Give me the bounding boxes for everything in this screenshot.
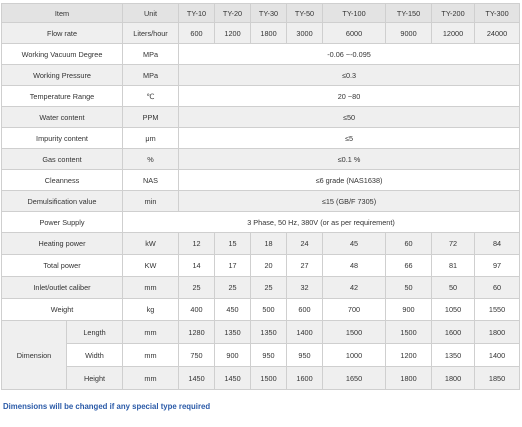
value-cell: 950 — [251, 344, 287, 367]
value-cell: 42 — [323, 277, 386, 299]
value-cell: 1500 — [251, 367, 287, 390]
item-cell: Water content — [2, 107, 123, 128]
value-cell: 1400 — [475, 344, 520, 367]
value-cell: 900 — [215, 344, 251, 367]
table-row — [2, 321, 520, 344]
value-cell: 18 — [251, 233, 287, 255]
table-row — [2, 65, 520, 86]
unit-cell: mm — [123, 367, 179, 390]
merged-value-cell: 20 ~80 — [179, 86, 520, 107]
value-cell: 1800 — [432, 367, 475, 390]
value-cell: 17 — [215, 255, 251, 277]
item-cell: Gas content — [2, 149, 123, 170]
item-cell: Impurity content — [2, 128, 123, 149]
value-cell: 1450 — [215, 367, 251, 390]
unit-cell: KW — [123, 255, 179, 277]
value-cell: 60 — [475, 277, 520, 299]
value-cell: 45 — [323, 233, 386, 255]
item-cell: Working Vacuum Degree — [2, 44, 123, 65]
value-cell: 450 — [215, 299, 251, 321]
value-cell: 9000 — [386, 23, 432, 44]
value-cell: 600 — [179, 23, 215, 44]
item-cell: Temperature Range — [2, 86, 123, 107]
unit-cell: kW — [123, 233, 179, 255]
unit-cell: % — [123, 149, 179, 170]
value-cell: 81 — [432, 255, 475, 277]
item-cell: Cleanness — [2, 170, 123, 191]
value-cell: 48 — [323, 255, 386, 277]
value-cell: 750 — [179, 344, 215, 367]
merged-value-cell: ≤50 — [179, 107, 520, 128]
value-cell: 20 — [251, 255, 287, 277]
table-row — [2, 212, 520, 233]
value-cell: 1850 — [475, 367, 520, 390]
unit-cell: NAS — [123, 170, 179, 191]
item-cell: Width — [67, 344, 123, 367]
table-row — [2, 128, 520, 149]
value-cell: 1550 — [475, 299, 520, 321]
header-cell-unit: Unit — [123, 4, 179, 23]
unit-cell: mm — [123, 277, 179, 299]
header-cell-model: TY-50 — [287, 4, 323, 23]
value-cell: 1350 — [251, 321, 287, 344]
table-row — [2, 367, 520, 390]
value-cell: 24000 — [475, 23, 520, 44]
table-row — [2, 23, 520, 44]
table-row — [2, 277, 520, 299]
header-cell-model: TY-10 — [179, 4, 215, 23]
value-cell: 32 — [287, 277, 323, 299]
unit-cell: Liters/hour — [123, 23, 179, 44]
item-cell: Total power — [2, 255, 123, 277]
value-cell: 97 — [475, 255, 520, 277]
value-cell: 84 — [475, 233, 520, 255]
value-cell: 50 — [432, 277, 475, 299]
merged-value-cell: -0.06 ~-0.095 — [179, 44, 520, 65]
value-cell: 25 — [251, 277, 287, 299]
value-cell: 15 — [215, 233, 251, 255]
value-cell: 24 — [287, 233, 323, 255]
value-cell: 3000 — [287, 23, 323, 44]
value-cell: 1800 — [386, 367, 432, 390]
unit-cell: MPa — [123, 44, 179, 65]
table-row — [2, 107, 520, 128]
value-cell: 60 — [386, 233, 432, 255]
dimensions-note: Dimensions will be changed if any special type required — [3, 402, 211, 411]
item-cell: Working Pressure — [2, 65, 123, 86]
table-row — [2, 44, 520, 65]
value-cell: 1800 — [475, 321, 520, 344]
unit-cell: min — [123, 191, 179, 212]
value-cell: 1200 — [386, 344, 432, 367]
item-cell: Heating power — [2, 233, 123, 255]
header-cell-model: TY-100 — [323, 4, 386, 23]
header-row — [2, 4, 520, 23]
merged-value-cell: ≤6 grade (NAS1638) — [179, 170, 520, 191]
unit-cell: kg — [123, 299, 179, 321]
table-row — [2, 170, 520, 191]
unit-cell: mm — [123, 344, 179, 367]
table-row — [2, 344, 520, 367]
dimension-label-cell: Dimension — [2, 321, 67, 390]
merged-value-cell: ≤0.3 — [179, 65, 520, 86]
unit-cell: PPM — [123, 107, 179, 128]
header-cell-model: TY-30 — [251, 4, 287, 23]
value-cell: 1800 — [251, 23, 287, 44]
value-cell: 1600 — [287, 367, 323, 390]
value-cell: 1600 — [432, 321, 475, 344]
table-row — [2, 255, 520, 277]
header-cell-model: TY-20 — [215, 4, 251, 23]
merged-value-cell: ≤0.1 % — [179, 149, 520, 170]
table-row — [2, 149, 520, 170]
unit-cell: μm — [123, 128, 179, 149]
value-cell: 950 — [287, 344, 323, 367]
item-cell: Power Supply — [2, 212, 123, 233]
value-cell: 50 — [386, 277, 432, 299]
table-row — [2, 299, 520, 321]
header-cell-model: TY-150 — [386, 4, 432, 23]
table-row — [2, 86, 520, 107]
header-cell-item: Item — [2, 4, 123, 23]
unit-cell: ℃ — [123, 86, 179, 107]
merged-value-cell: ≤5 — [179, 128, 520, 149]
header-cell-model: TY-200 — [432, 4, 475, 23]
value-cell: 14 — [179, 255, 215, 277]
value-cell: 700 — [323, 299, 386, 321]
item-cell: Height — [67, 367, 123, 390]
value-cell: 1200 — [215, 23, 251, 44]
value-cell: 1000 — [323, 344, 386, 367]
table-row — [2, 233, 520, 255]
value-cell: 1500 — [386, 321, 432, 344]
value-cell: 72 — [432, 233, 475, 255]
unit-cell: mm — [123, 321, 179, 344]
merged-value-cell: 3 Phase, 50 Hz, 380V (or as per requirement) — [123, 212, 520, 233]
item-cell: Flow rate — [2, 23, 123, 44]
value-cell: 900 — [386, 299, 432, 321]
table-row — [2, 191, 520, 212]
value-cell: 12000 — [432, 23, 475, 44]
unit-cell: MPa — [123, 65, 179, 86]
value-cell: 1350 — [432, 344, 475, 367]
value-cell: 6000 — [323, 23, 386, 44]
item-cell: Demulsification value — [2, 191, 123, 212]
value-cell: 1650 — [323, 367, 386, 390]
merged-value-cell: ≤15 (GB/F 7305) — [179, 191, 520, 212]
value-cell: 1050 — [432, 299, 475, 321]
item-cell: Weight — [2, 299, 123, 321]
value-cell: 1450 — [179, 367, 215, 390]
value-cell: 1400 — [287, 321, 323, 344]
spec-table — [1, 3, 520, 390]
header-cell-model: TY-300 — [475, 4, 520, 23]
item-cell: Inlet/outlet caliber — [2, 277, 123, 299]
value-cell: 66 — [386, 255, 432, 277]
value-cell: 1500 — [323, 321, 386, 344]
value-cell: 27 — [287, 255, 323, 277]
value-cell: 25 — [215, 277, 251, 299]
value-cell: 12 — [179, 233, 215, 255]
value-cell: 1350 — [215, 321, 251, 344]
value-cell: 1280 — [179, 321, 215, 344]
item-cell: Length — [67, 321, 123, 344]
value-cell: 25 — [179, 277, 215, 299]
value-cell: 400 — [179, 299, 215, 321]
value-cell: 500 — [251, 299, 287, 321]
value-cell: 600 — [287, 299, 323, 321]
